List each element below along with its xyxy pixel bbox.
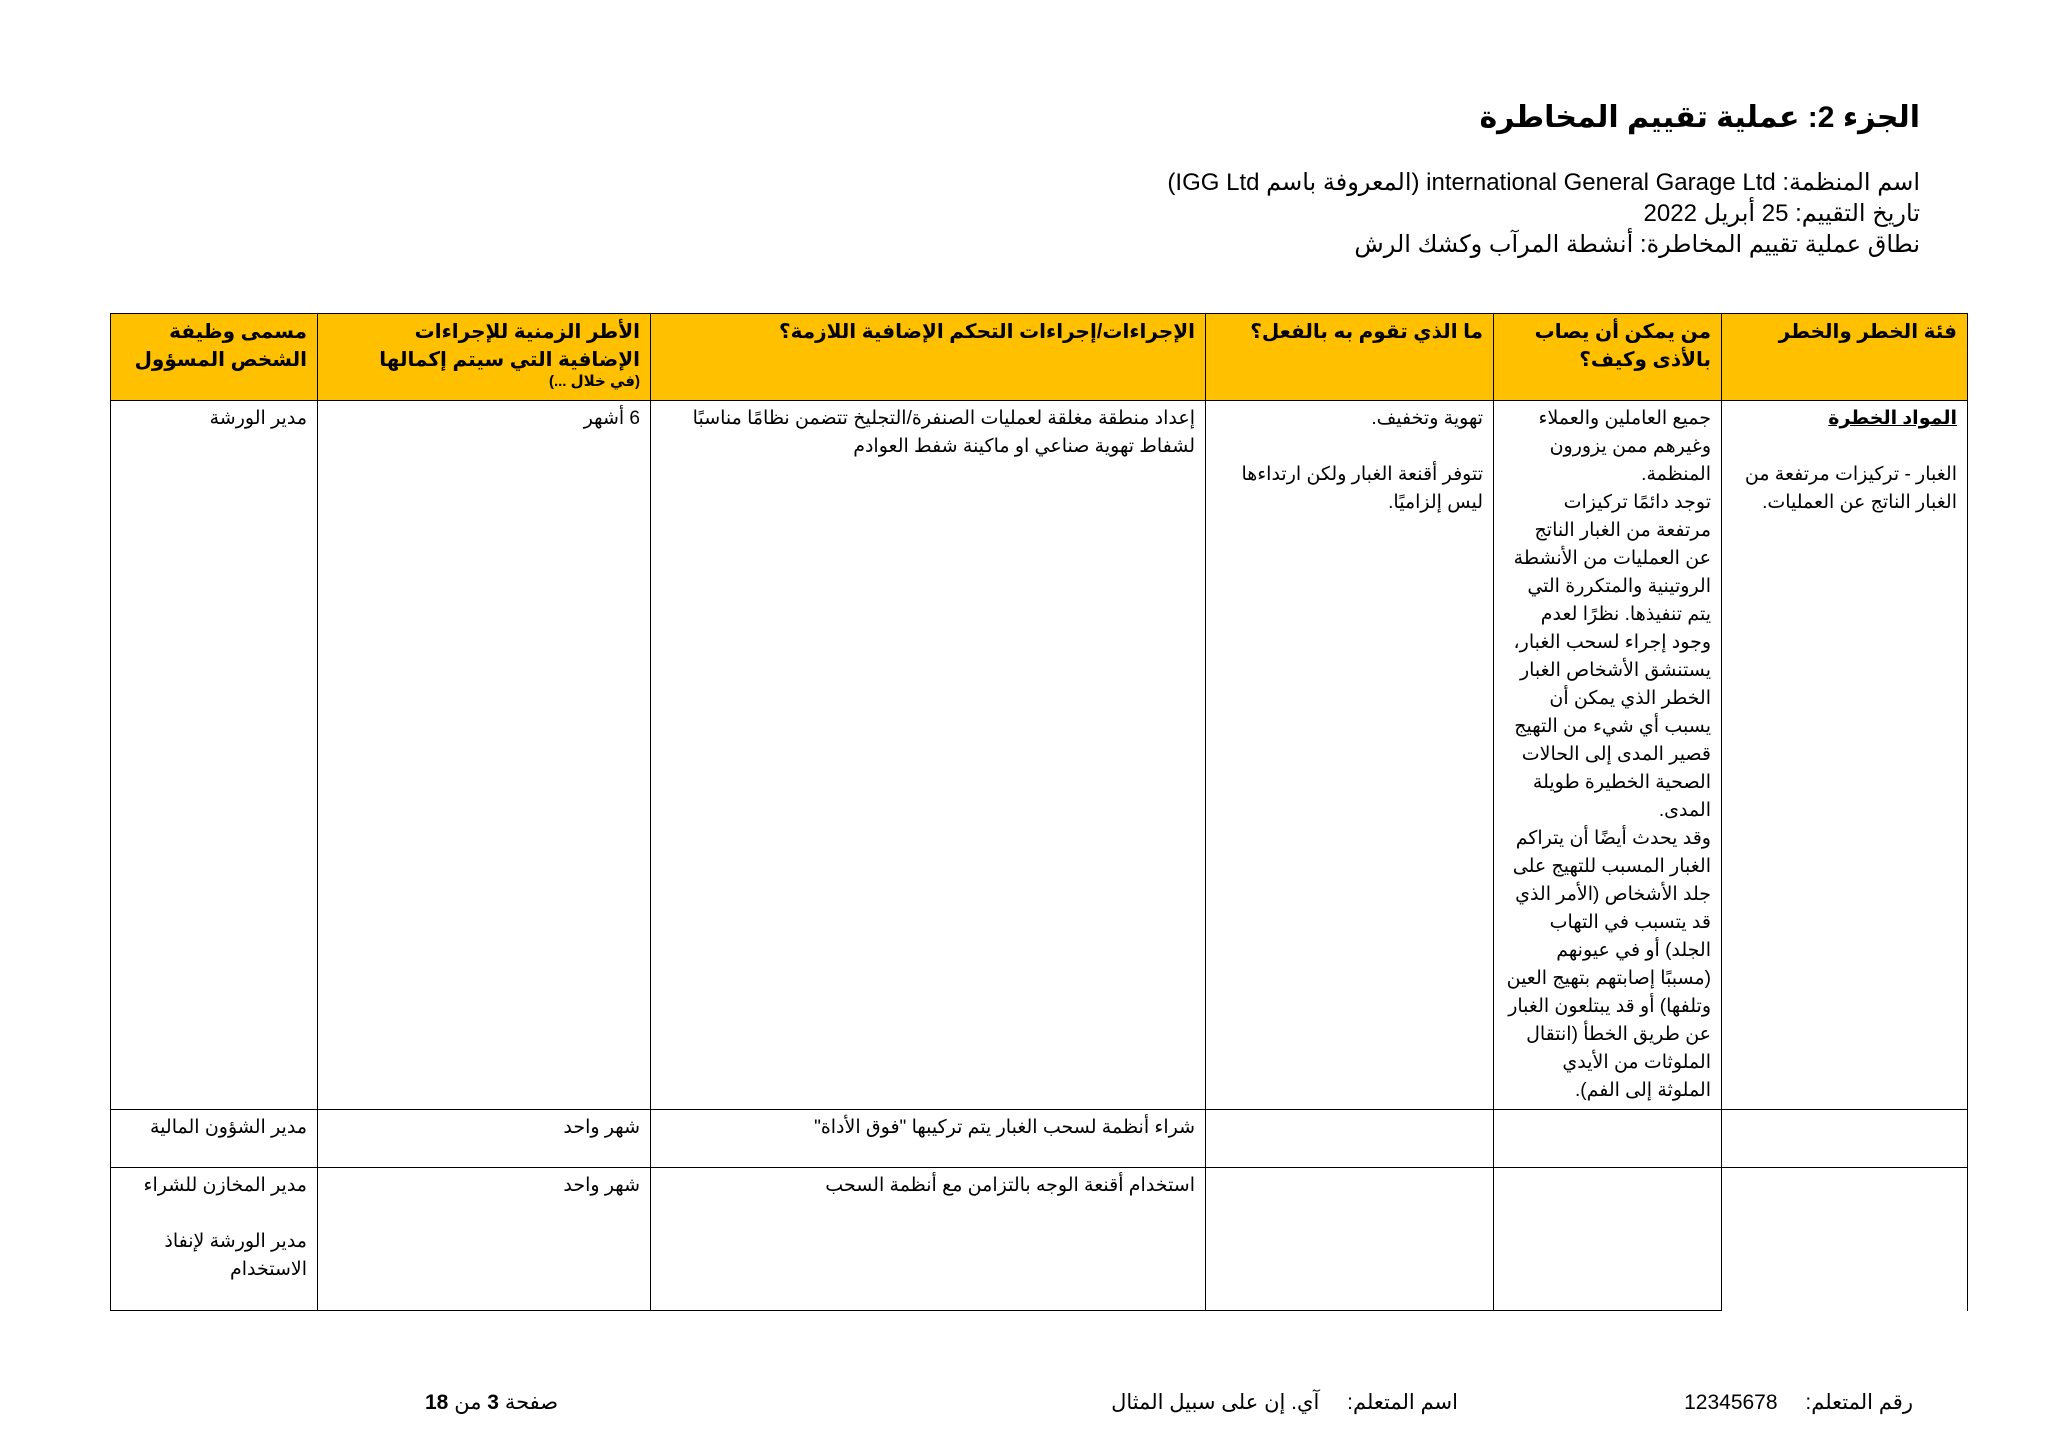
- responsible-cell: مدير الشؤون المالية: [111, 1110, 318, 1168]
- footer-learner-id: [1684, 1390, 1913, 1415]
- hazard-cell: [1722, 1110, 1968, 1168]
- header-timeframe-label: الأطر الزمنية للإجراءات الإضافية التي سيتم إكمالها: [379, 321, 640, 371]
- timeframe-cell: 6 أشهر: [318, 401, 651, 1110]
- learner-id-value: 12345678: [1684, 1391, 1778, 1414]
- assessment-scope-line: نطاق عملية تقييم المخاطرة: أنشطة المرآب وكشك الرش: [1354, 231, 1920, 258]
- table-row: [111, 1168, 1968, 1311]
- already-doing-cell: [1206, 1110, 1494, 1168]
- who-harmed-text: جميع العاملين والعملاء وغيرهم ممن يزورون المنظمة.: [1538, 408, 1711, 485]
- header-hazard: فئة الخطر والخطر: [1722, 314, 1968, 401]
- hazard-cell: [1722, 401, 1968, 1110]
- header-timeframe-sub: (في خلال ...): [548, 373, 640, 390]
- who-harmed-text: وقد يحدث أيضًا أن يتراكم الغبار المسبب للتهيج على جلد الأشخاص (الأمر الذي قد يتسبب في التهاب الجلد) أو في عيونهم (مسببًا إصابتهم بتهيج العين وتلفها) أو قد يبتلعون الغبار عن طريق الخطأ (انتقال الملوثات من الأيدي الملوثة إلى الفم).: [1506, 828, 1711, 1101]
- responsible-text: مدير الورشة لإنفاذ الاستخدام: [164, 1231, 307, 1280]
- page-current: 3: [487, 1391, 499, 1414]
- responsible-cell: [111, 1168, 318, 1311]
- hazard-text: الغبار - تركيزات مرتفعة من الغبار الناتج عن العمليات.: [1744, 464, 1957, 513]
- timeframe-cell: شهر واحد: [318, 1168, 651, 1311]
- learner-name-value: آي. إن على سبيل المثال: [1111, 1391, 1320, 1414]
- header-timeframe: [318, 314, 651, 401]
- who-harmed-cell: [1494, 1168, 1722, 1311]
- table-row: [111, 1110, 1968, 1168]
- timeframe-cell: شهر واحد: [318, 1110, 651, 1168]
- responsible-text: مدير المخازن للشراء: [143, 1175, 307, 1196]
- header-already-doing: ما الذي تقوم به بالفعل؟: [1206, 314, 1494, 401]
- page-title: الجزء 2: عملية تقييم المخاطرة: [1479, 101, 1920, 134]
- responsible-cell: مدير الورشة: [111, 401, 318, 1110]
- organization-line: اسم المنظمة: international General Garage Ltd (المعروفة باسم IGG Ltd): [1167, 169, 1920, 196]
- already-doing-cell: [1206, 401, 1494, 1110]
- hazard-cell: [1722, 1168, 1968, 1311]
- page-prefix: صفحة: [504, 1391, 559, 1414]
- controls-cell: إعداد منطقة مغلقة لعمليات الصنفرة/التجليخ تتضمن نظامًا مناسبًا لشفاط تهوية صناعي او ماكينة شفط العوادم: [651, 401, 1206, 1110]
- learner-id-label: رقم المتعلم:: [1805, 1391, 1913, 1414]
- already-doing-cell: [1206, 1168, 1494, 1311]
- header-controls: الإجراءات/إجراءات التحكم الإضافية اللازمة؟: [651, 314, 1206, 401]
- page-total: 18: [425, 1391, 449, 1414]
- assessment-date-line: تاريخ التقييم: 25 أبريل 2022: [1643, 200, 1920, 227]
- controls-cell: استخدام أقنعة الوجه بالتزامن مع أنظمة السحب: [651, 1168, 1206, 1311]
- table-row: [111, 401, 1968, 1110]
- already-doing-text: تتوفر أقنعة الغبار ولكن ارتداءها ليس إلزاميًا.: [1241, 464, 1483, 513]
- who-harmed-cell: [1494, 401, 1722, 1110]
- header-who-harmed: من يمكن أن يصاب بالأذى وكيف؟: [1494, 314, 1722, 401]
- footer-page-number: [425, 1390, 558, 1415]
- hazard-title: المواد الخطرة: [1828, 408, 1957, 429]
- page-of: من: [454, 1391, 482, 1414]
- who-harmed-text: توجد دائمًا تركيزات مرتفعة من الغبار الناتج عن العمليات من الأنشطة الروتينية والمتكررة التي يتم تنفيذها. نظرًا لعدم وجود إجراء لسحب الغبار، يستنشق الأشخاص الغبار الخطر الذي يمكن أن يسبب أي شيء من التهيج قصير المدى إلى الحالات الصحية الخطيرة طويلة المدى.: [1513, 492, 1711, 821]
- risk-assessment-table: [110, 313, 1968, 1311]
- header-responsible: مسمى وظيفة الشخص المسؤول: [111, 314, 318, 401]
- table-header-row: [111, 314, 1968, 401]
- learner-name-label: اسم المتعلم:: [1347, 1391, 1458, 1414]
- footer-learner-name: [1111, 1390, 1458, 1415]
- already-doing-text: تهوية وتخفيف.: [1371, 408, 1483, 429]
- who-harmed-cell: [1494, 1110, 1722, 1168]
- controls-cell: شراء أنظمة لسحب الغبار يتم تركيبها "فوق الأداة": [651, 1110, 1206, 1168]
